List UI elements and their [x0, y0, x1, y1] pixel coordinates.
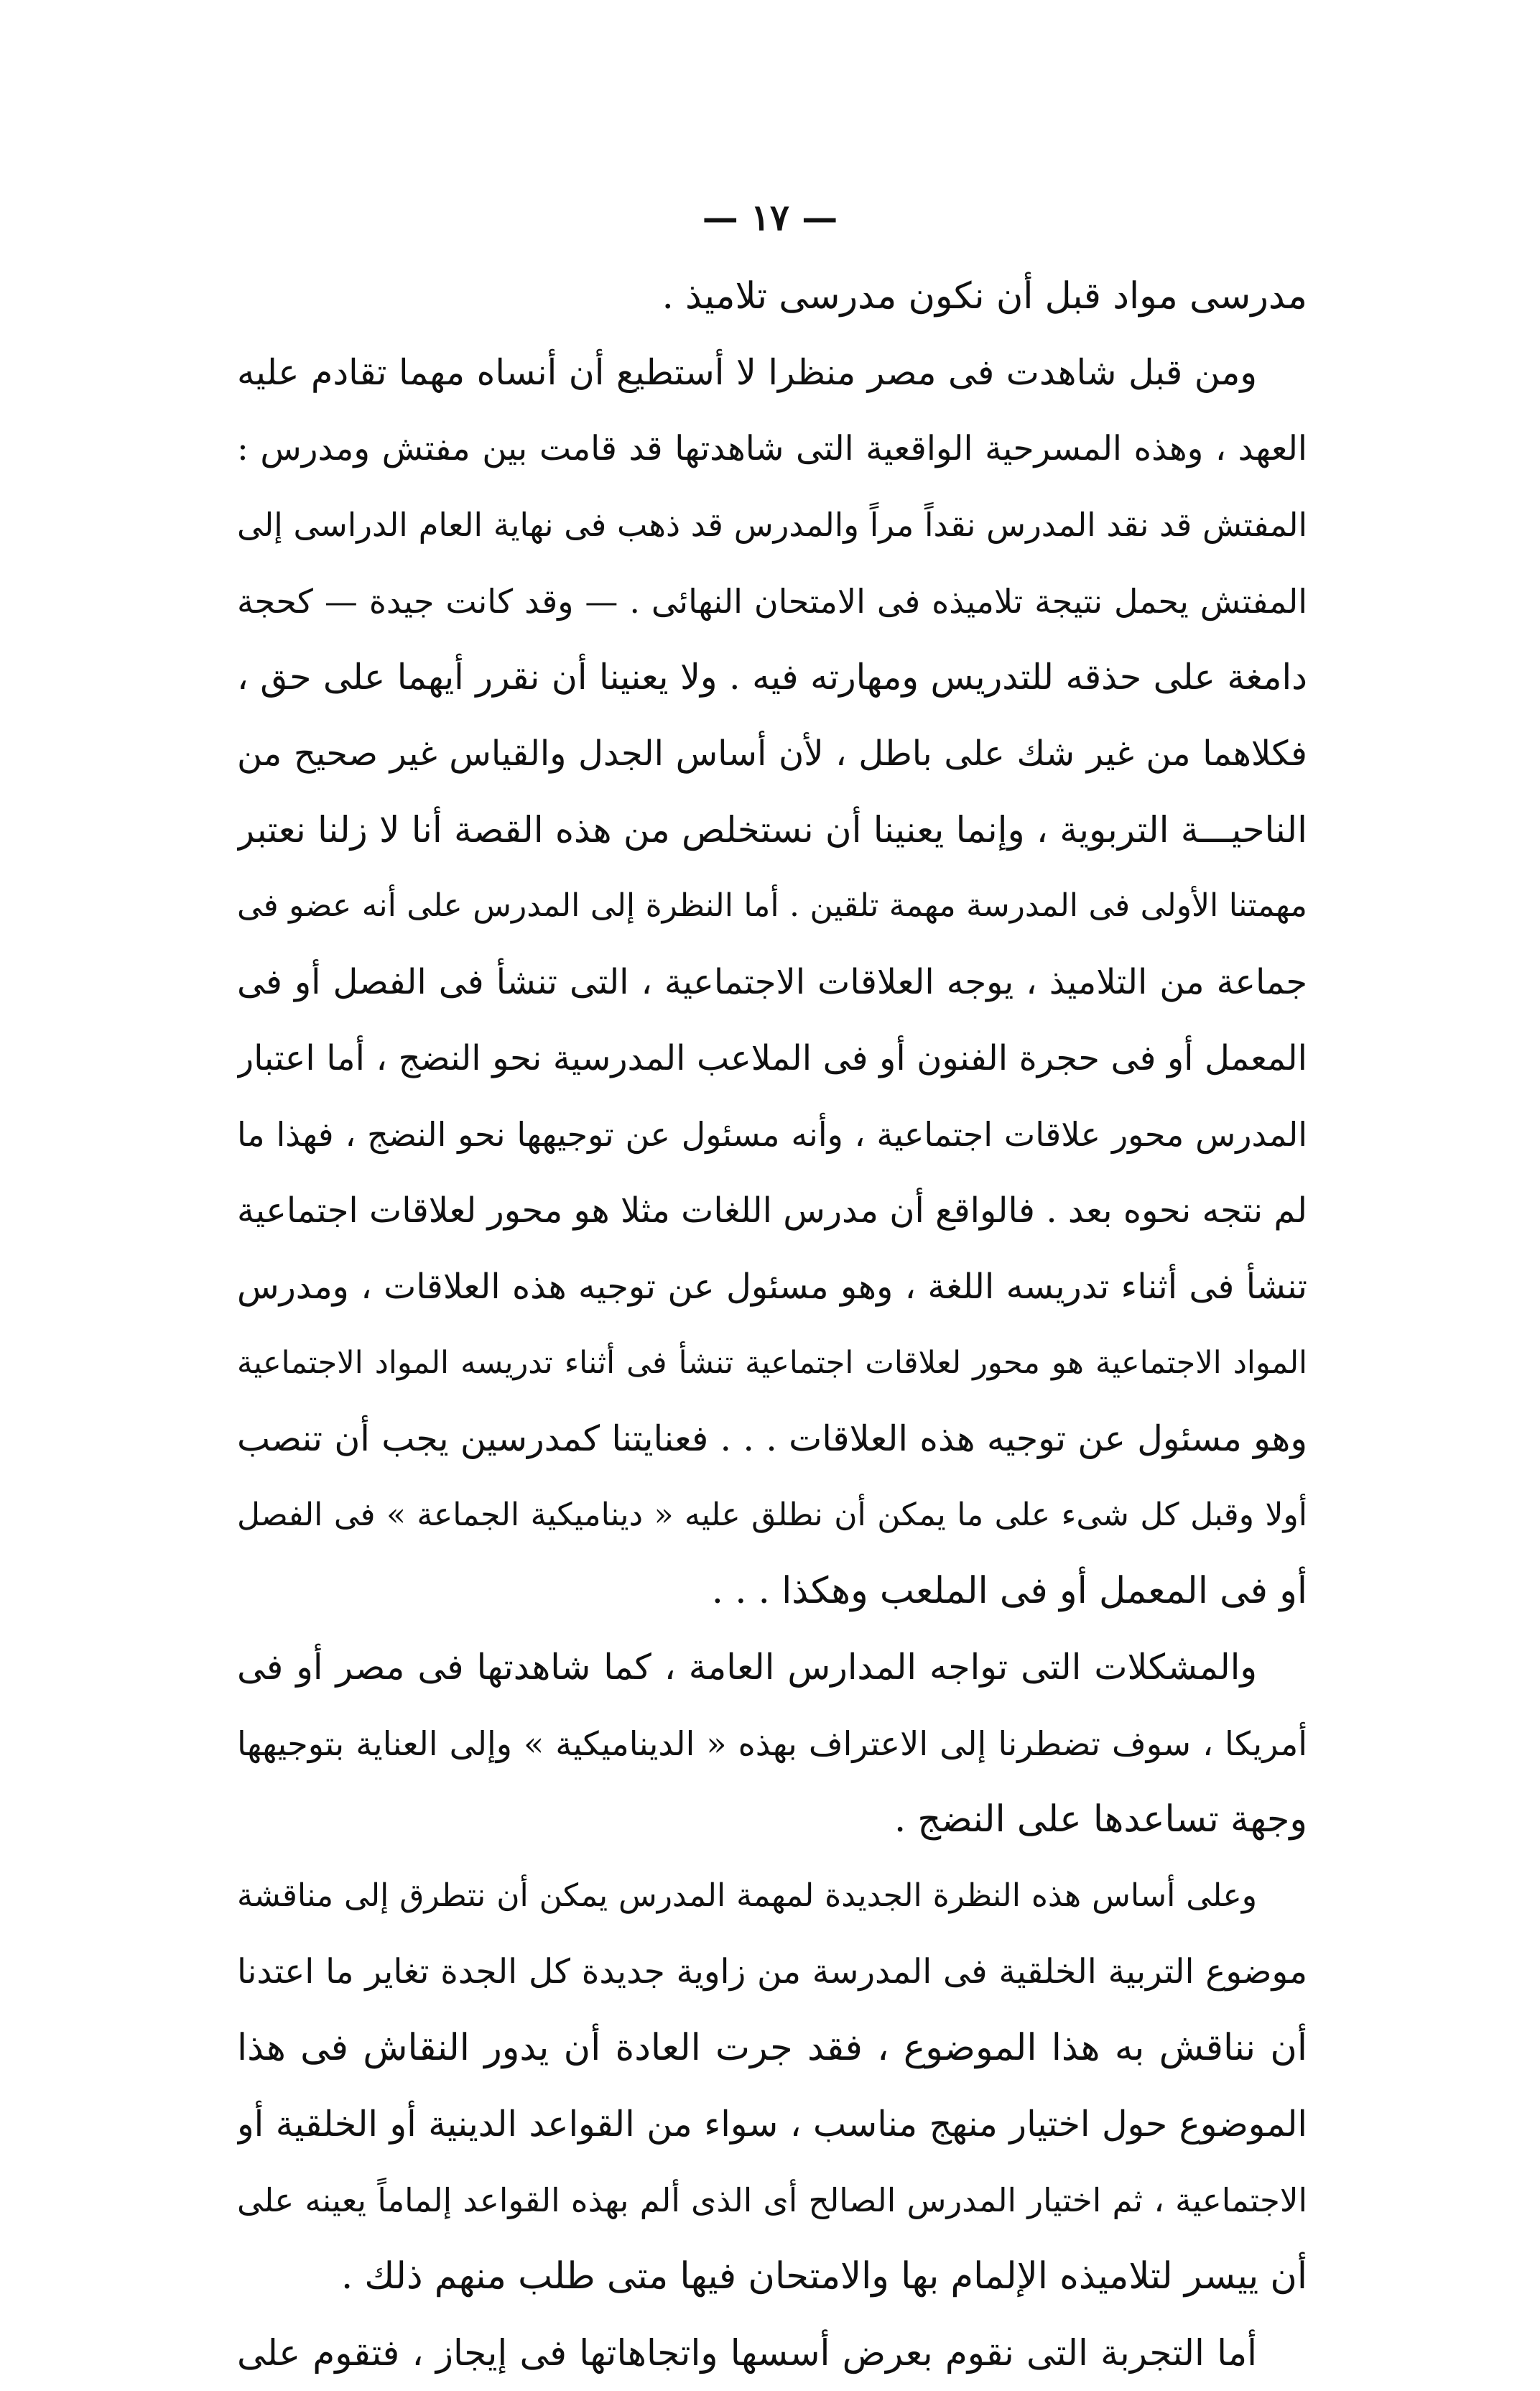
text-line: أو فى المعمل أو فى الملعب وهكذا . . . [711, 1570, 1307, 1612]
text-line: مدرسى مواد قبل أن نكون مدرسى تلاميذ . [662, 275, 1307, 318]
text-line: المفتش قد نقد المدرس نقداً مراً والمدرس قد ذهب فى نهاية العام الدراسى إلى [237, 506, 1307, 544]
text-line: فكلاهما من غير شك على باطل ، لأن أساس الجدل والقياس غير صحيح من [237, 734, 1307, 774]
text-line: المعمل أو فى حجرة الفنون أو فى الملاعب المدرسية نحو النضج ، أما اعتبار [237, 1038, 1307, 1078]
text-line: جماعة من التلاميذ ، يوجه العلاقات الاجتماعية ، التى تنشأ فى الفصل أو فى [237, 962, 1307, 1002]
text-line: الاجتماعية ، ثم اختيار المدرس الصالح أى الذى ألم بهذه القواعد إلماماً يعينه على [237, 2181, 1307, 2219]
text-line: وعلى أساس هذه النظرة الجديدة لمهمة المدرس يمكن أن نتطرق إلى مناقشة [237, 1877, 1257, 1914]
text-line: العهد ، وهذه المسرحية الواقعية التى شاهدتها قد قامت بين مفتش ومدرس : [237, 429, 1307, 468]
text-line: تنشأ فى أثناء تدريسه اللغة ، وهو مسئول عن توجيه هذه العلاقات ، ومدرس [237, 1267, 1307, 1307]
text-line: لم نتجه نحوه بعد . فالواقع أن مدرس اللغات مثلا هو محور لعلاقات اجتماعية [237, 1190, 1307, 1231]
text-line: وجهة تساعدها على النضج . [894, 1798, 1307, 1841]
text-line: أمريكا ، سوف تضطرنا إلى الاعتراف بهذه « الديناميكية » وإلى العناية بتوجيهها [237, 1724, 1307, 1763]
text-line: المواد الاجتماعية هو محور لعلاقات اجتماعية تنشأ فى أثناء تدريسه المواد الاجتماعية [237, 1345, 1307, 1381]
text-line: أن ييسر لتلاميذه الإلمام بها والامتحان فيها متى طلب منهم ذلك . [340, 2255, 1307, 2298]
text-line: المدرس محور علاقات اجتماعية ، وأنه مسئول عن توجيهها نحو النضج ، فهذا ما [237, 1115, 1307, 1154]
text-line: أولا وقبل كل شىء على ما يمكن أن نطلق عليه « ديناميكية الجماعة » فى الفصل [237, 1497, 1307, 1533]
text-line: وهو مسئول عن توجيه هذه العلاقات . . . فعنايتنا كمدرسين يجب أن تنصب [237, 1418, 1307, 1459]
page-number: — ١٧ — [702, 196, 838, 239]
text-line: دامغة على حذقه للتدريس ومهارته فيه . ولا يعنينا أن نقرر أيهما على حق ، [237, 657, 1307, 698]
text-line: موضوع التربية الخلقية فى المدرسة من زاوية جديدة كل الجدة تغاير ما اعتدنا [237, 1952, 1307, 1992]
text-line: الموضوع حول اختيار منهج مناسب ، سواء من القواعد الدينية أو الخلقية أو [237, 2104, 1307, 2145]
text-line: الناحيـــة التربوية ، وإنما يعنينا أن نستخلص من هذه القصة أنا لا زلنا نعتبر [237, 809, 1307, 851]
text-line: مهمتنا الأولى فى المدرسة مهمة تلقين . أما النظرة إلى المدرس على أنه عضو فى [237, 887, 1307, 924]
text-line: ومن قبل شاهدت فى مصر منظرا لا أستطيع أن أنساه مهما تقادم عليه [237, 352, 1257, 393]
body-text [237, 259, 1307, 2391]
text-line: المفتش يحمل نتيجة تلاميذه فى الامتحان النهائى . — وقد كانت جيدة — كحجة [237, 582, 1307, 621]
text-line: أما التجربة التى نقوم بعرض أسسها واتجاهاتها فى إيجاز ، فتقوم على [237, 2332, 1257, 2374]
text-line: والمشكلات التى تواجه المدارس العامة ، كما شاهدتها فى مصر أو فى [237, 1647, 1257, 1688]
text-line: أن نناقش به هذا الموضوع ، فقد جرت العادة أن يدور النقاش فى هذا [237, 2027, 1307, 2069]
